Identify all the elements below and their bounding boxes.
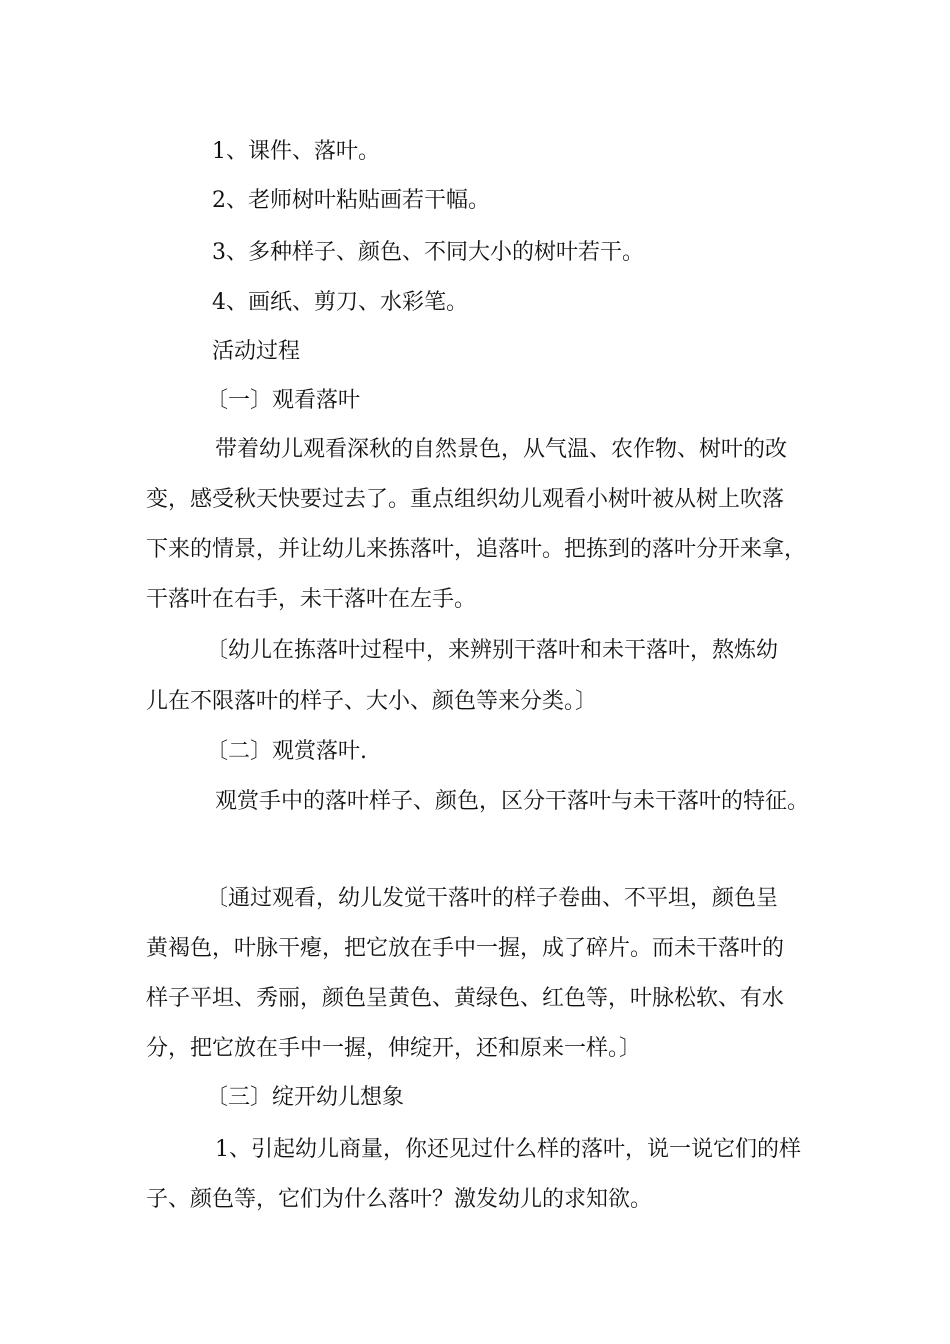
section1-paragraph-line: 下来的情景，并让幼儿来拣落叶，追落叶。把拣到的落叶分开来拿，: [146, 537, 807, 562]
section3-title: 〔三〕绽开幼儿想象: [206, 1085, 405, 1110]
section2-title: 〔二〕观赏落叶.: [206, 739, 367, 764]
material-item-2: 2、老师树叶粘贴画若干幅。: [212, 188, 490, 213]
section1-paragraph-line: 带着幼儿观看深秋的自然景色，从气温、农作物、树叶的改: [215, 437, 788, 462]
section3-paragraph-line: 1、引起幼儿商量，你还见过什么样的落叶，说一说它们的样: [215, 1137, 801, 1162]
section1-paragraph-line: 变，感受秋天快要过去了。重点组织幼儿观看小树叶被从树上吹落: [146, 487, 785, 512]
process-heading: 活动过程: [212, 339, 301, 364]
section2-paragraph-line: 观赏手中的落叶样子、颜色，区分干落叶与未干落叶的特征。: [215, 789, 810, 814]
section1-paragraph-line: 干落叶在右手，未干落叶在左手。: [146, 587, 477, 612]
section1-title: 〔一〕观看落叶: [206, 388, 361, 413]
section1-note-line: 〔幼儿在拣落叶过程中，来辨别干落叶和未干落叶，熬炼幼: [206, 638, 779, 663]
material-item-1: 1、课件、落叶。: [212, 139, 380, 164]
material-item-3: 3、多种样子、颜色、不同大小的树叶若干。: [212, 240, 644, 265]
section2-note-line: 黄褐色，叶脉干瘪，把它放在手中一握，成了碎片。而未干落叶的: [146, 936, 785, 961]
section2-note-line: 分，把它放在手中一握，伸绽开，还和原来一样。〕: [146, 1036, 642, 1061]
section2-note-line: 样子平坦、秀丽，颜色呈黄色、黄绿色、红色等，叶脉松软、有水: [146, 986, 785, 1011]
material-item-4: 4、画纸、剪刀、水彩笔。: [212, 290, 468, 315]
section3-paragraph-line: 子、颜色等，它们为什么落叶？激发幼儿的求知欲。: [146, 1187, 653, 1212]
section1-note-line: 儿在不限落叶的样子、大小、颜色等来分类。〕: [146, 689, 598, 714]
section2-note-line: 〔通过观看，幼儿发觉干落叶的样子卷曲、不平坦，颜色呈: [206, 886, 779, 911]
